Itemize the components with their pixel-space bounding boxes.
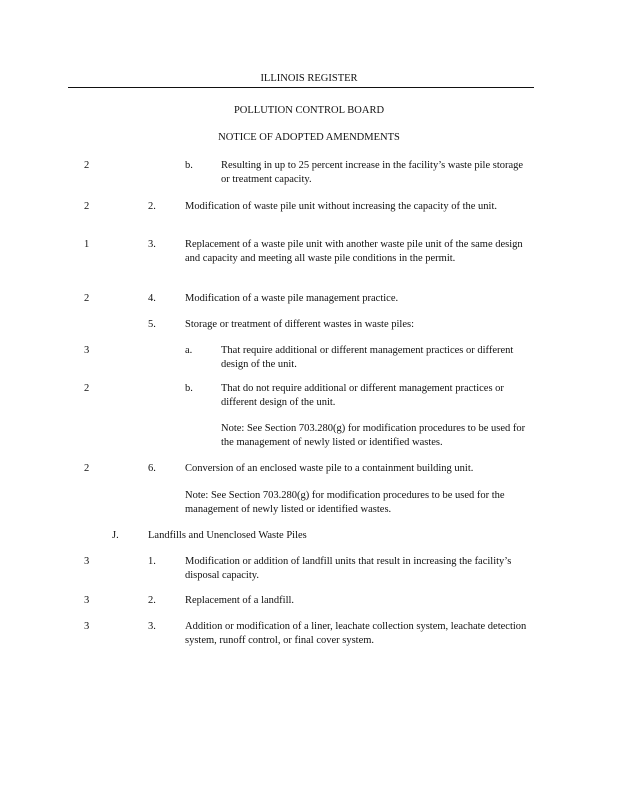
- item-text: Resulting in up to 25 percent increase in the facility’s waste pile storage or treatment capacity.: [221, 160, 524, 185]
- item-row: [0, 555, 618, 581]
- item-number: 5.: [148, 319, 156, 330]
- class-number: 3: [84, 345, 90, 356]
- section-title: Landfills and Unenclosed Waste Piles: [148, 530, 307, 541]
- item-row: [0, 594, 618, 606]
- item-row: [0, 200, 618, 212]
- board-title: POLLUTION CONTROL BOARD: [233, 105, 385, 116]
- item-text: Modification of a waste pile management practice.: [185, 293, 399, 304]
- item-text: That require additional or different management practices or different design of the unit.: [221, 345, 514, 370]
- note-row: [0, 422, 618, 448]
- item-text: That do not require additional or different management practices or different design of the unit.: [221, 383, 504, 408]
- class-number: 1: [84, 239, 90, 250]
- notice-title: NOTICE OF ADOPTED AMENDMENTS: [218, 132, 400, 143]
- class-number: 3: [84, 595, 90, 606]
- section-letter: J.: [112, 530, 119, 541]
- item-number: 3.: [148, 621, 156, 632]
- sub-label: b.: [185, 160, 193, 171]
- item-row: [0, 159, 618, 185]
- item-row: [0, 620, 618, 646]
- class-number: 3: [84, 556, 90, 567]
- item-text: Replacement of a landfill.: [185, 595, 295, 606]
- class-number: 2: [84, 463, 90, 474]
- item-text: Addition or modification of a liner, leachate collection system, leachate detection system, runoff control, or final cover system.: [185, 621, 527, 646]
- item-number: 3.: [148, 239, 156, 250]
- item-text: Modification of waste pile unit without increasing the capacity of the unit.: [185, 201, 498, 212]
- note-row: [0, 489, 618, 515]
- item-row: [0, 238, 618, 264]
- item-number: 1.: [148, 556, 156, 567]
- class-number: 2: [84, 160, 90, 171]
- item-number: 4.: [148, 293, 156, 304]
- item-row: [0, 462, 618, 474]
- item-text: Modification or addition of landfill units that result in increasing the facility’s disposal capacity.: [185, 556, 512, 581]
- class-number: 3: [84, 621, 90, 632]
- section-heading: [0, 529, 618, 541]
- item-text: Storage or treatment of different wastes in waste piles:: [185, 319, 414, 330]
- note-text: Note: See Section 703.280(g) for modification procedures to be used for the management of newly listed or identified wastes.: [185, 490, 505, 515]
- item-text: Replacement of a waste pile unit with another waste pile unit of the same design and capacity and meeting all waste pile conditions in the permit.: [185, 239, 523, 264]
- header-rule: [68, 87, 534, 88]
- class-number: 2: [84, 383, 90, 394]
- item-number: 6.: [148, 463, 156, 474]
- item-row: [0, 292, 618, 304]
- item-number: 2.: [148, 201, 156, 212]
- item-row: [0, 344, 618, 370]
- class-number: 2: [84, 293, 90, 304]
- register-title: ILLINOIS REGISTER: [260, 73, 358, 84]
- note-text: Note: See Section 703.280(g) for modification procedures to be used for the management of newly listed or identified wastes.: [221, 423, 526, 448]
- item-number: 2.: [148, 595, 156, 606]
- sub-label: a.: [185, 345, 193, 356]
- item-row: [0, 318, 618, 330]
- class-number: 2: [84, 201, 90, 212]
- sub-label: b.: [185, 383, 193, 394]
- item-row: [0, 382, 618, 408]
- item-text: Conversion of an enclosed waste pile to a containment building unit.: [185, 463, 474, 474]
